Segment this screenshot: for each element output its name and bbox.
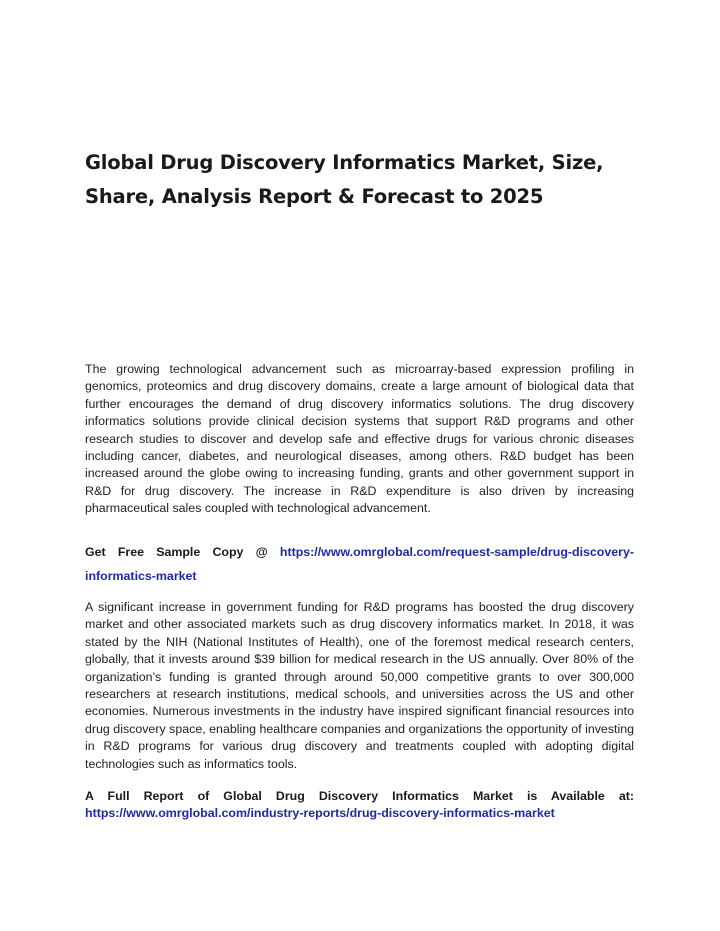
- full-report-label: A Full Report of Global Drug Discovery Informatics Market is Available at:: [85, 789, 634, 803]
- full-report-link[interactable]: https://www.omrglobal.com/industry-reports/drug-discovery-informatics-market: [85, 806, 555, 821]
- full-report-line: [85, 788, 634, 823]
- funding-paragraph: A significant increase in government funding for R&D programs has boosted the drug discovery market and other associated markets such as drug discovery informatics market. In 2018, it was stated by the NIH (National Institutes of Health), one of the foremost medical research centers, globally, that it invests around $39 billion for medical research in the US annually. Over 80% of the organization’s funding is granted through around 50,000 competitive grants to over 300,000 researchers at research institutions, medical schools, and universities across the US and other economies. Numerous investments in the industry have inspired significant financial resources into drug discovery space, enabling healthcare companies and organizations the opportunity of investing in R&D programs for various drug discovery and treatments coupled with adopting digital technologies such as informatics tools.: [85, 600, 634, 771]
- sample-copy-line: [85, 540, 634, 588]
- document-title: Global Drug Discovery Informatics Market, Size, Share, Analysis Report & Forecast to 2025: [85, 151, 604, 208]
- sample-copy-label: Get Free Sample Copy @: [85, 545, 280, 559]
- sample-copy-link[interactable]: https://www.omrglobal.com/request-sample/drug-discovery-informatics-market: [85, 545, 634, 583]
- intro-paragraph: The growing technological advancement such as microarray-based expression profiling in genomics, proteomics and drug discovery domains, create a large amount of biological data that further encourages the demand of drug discovery informatics solutions. The drug discovery informatics solutions provide clinical decision systems that support R&D programs and other research studies to discover and develop safe and effective drugs for various chronic diseases including cancer, diabetes, and neurological diseases, among others. R&D budget has been increased around the globe owing to increasing funding, grants and other government support in R&D for drug discovery. The increase in R&D expenditure is also driven by increasing pharmaceutical sales coupled with technological advancement.: [85, 362, 634, 516]
